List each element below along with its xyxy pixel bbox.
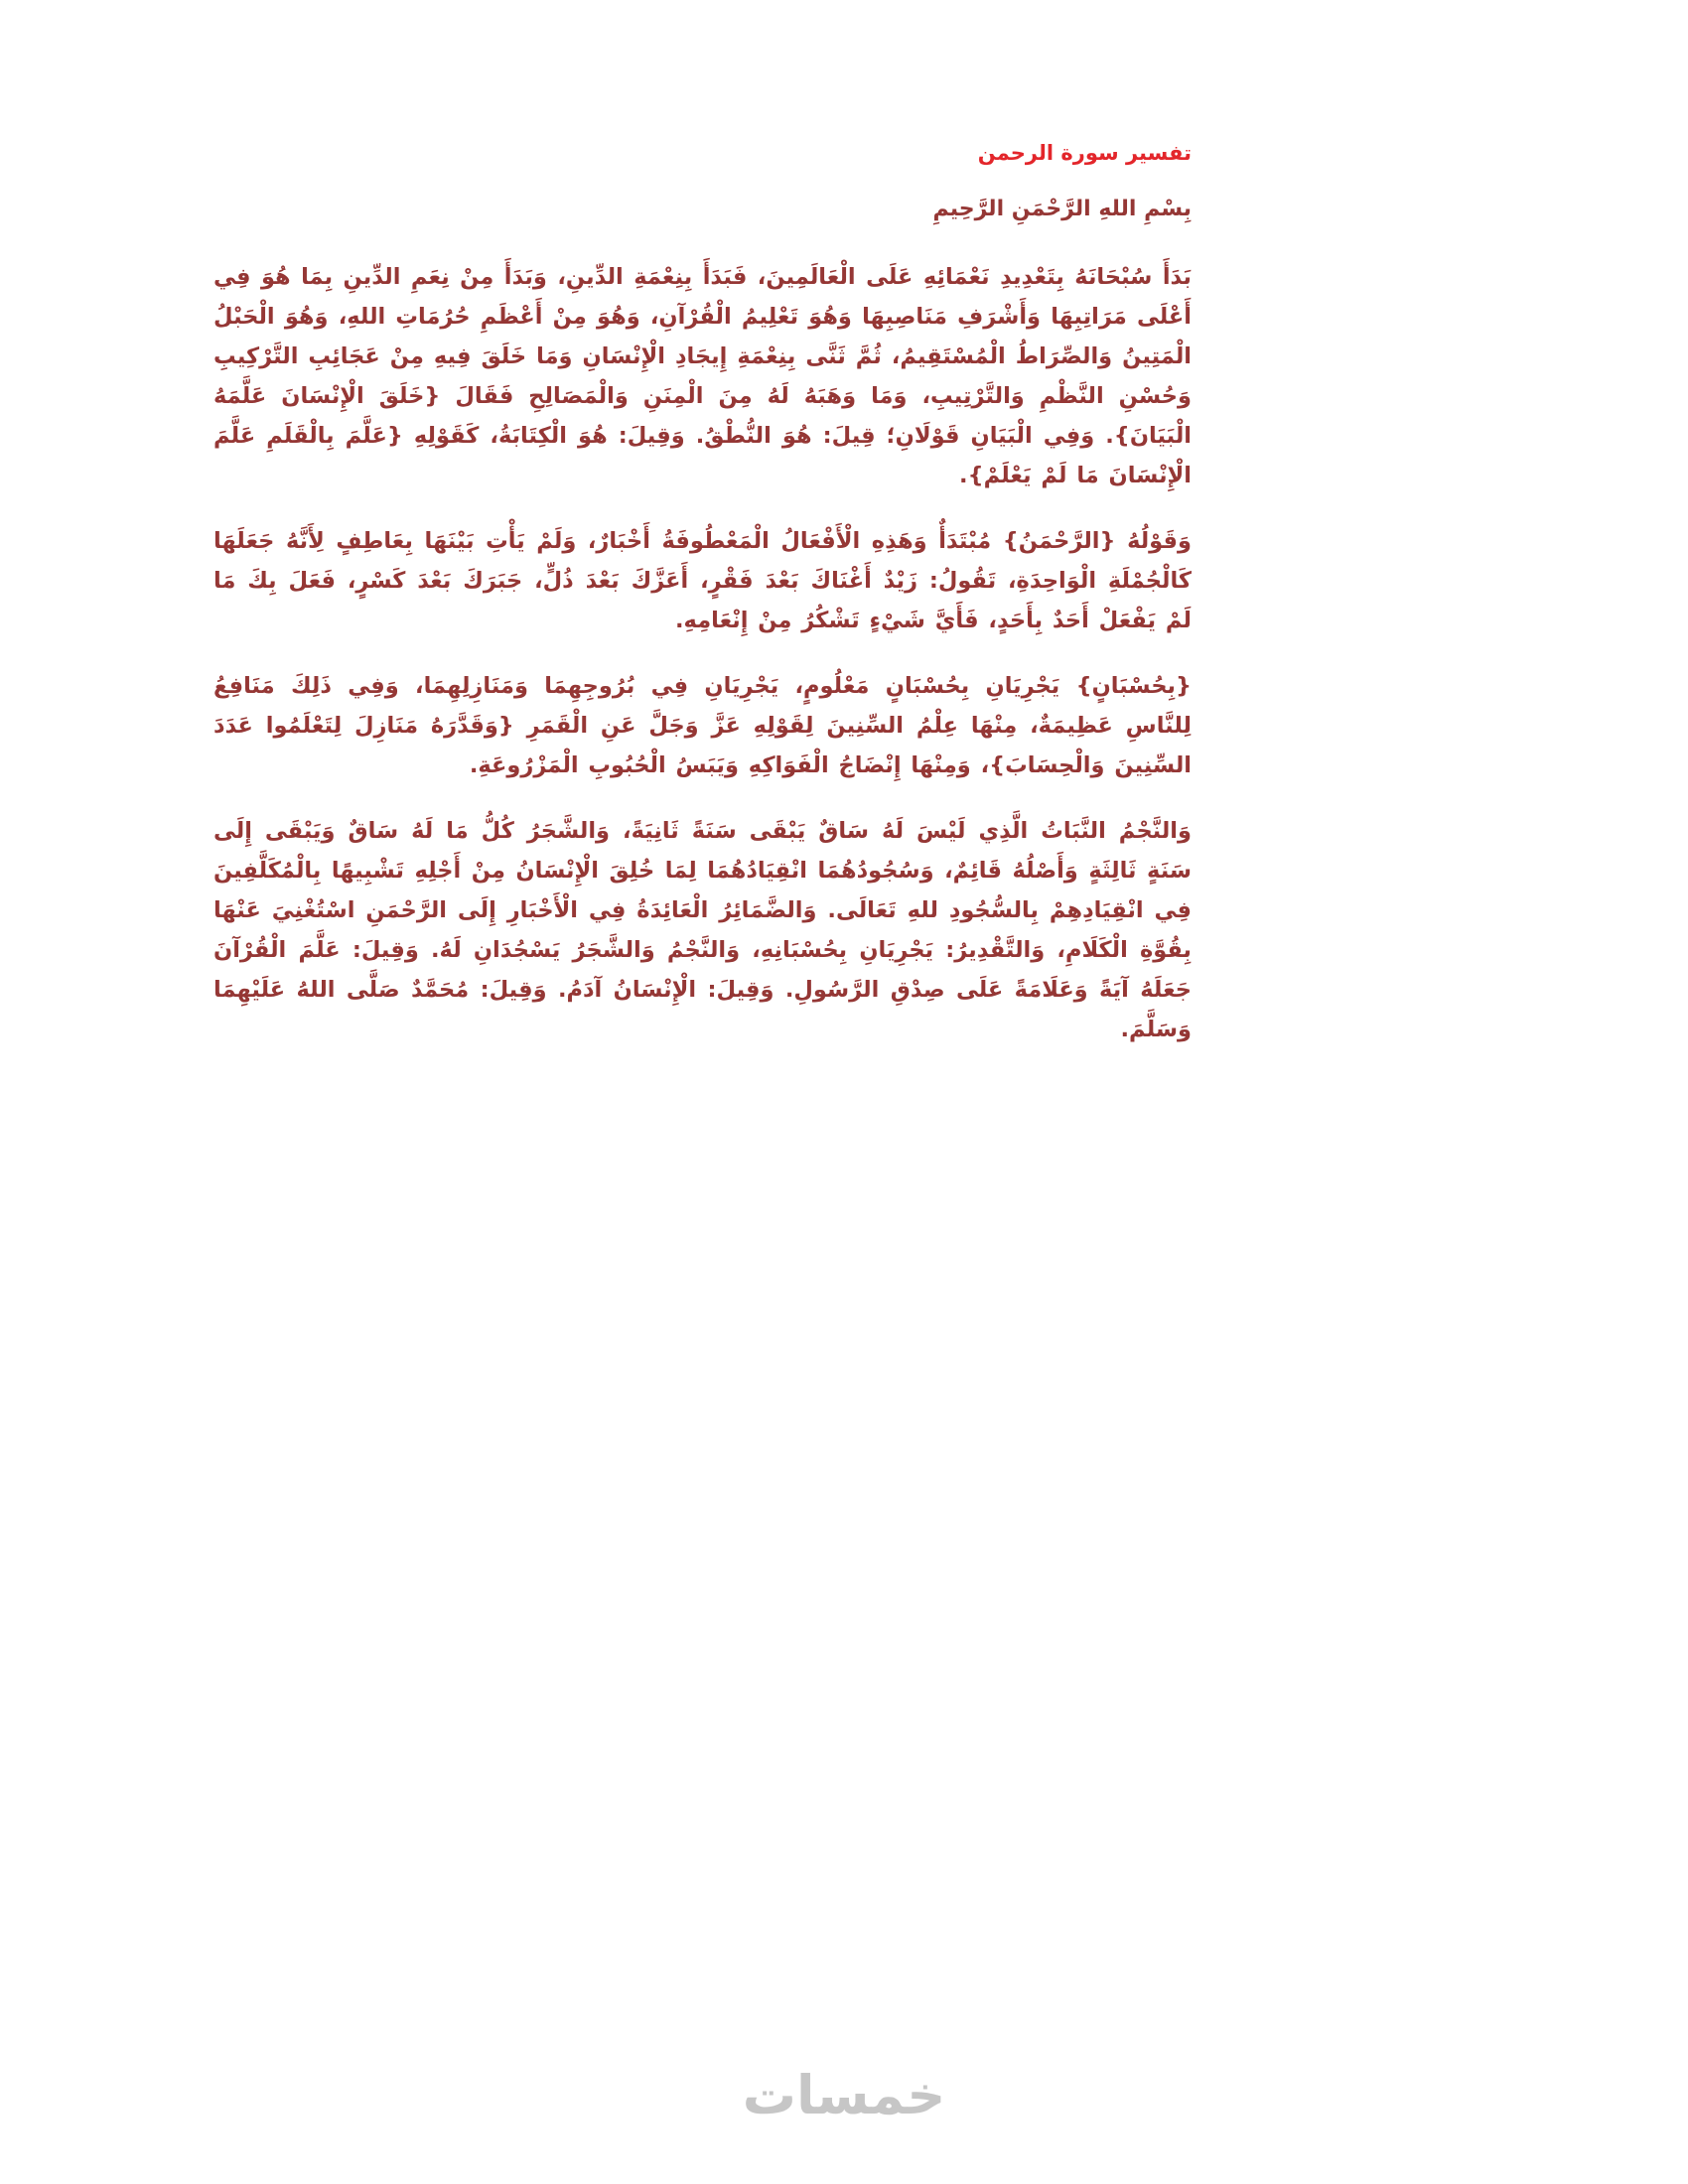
paragraph-3: {بِحُسْبَانٍ} يَجْرِيَانِ بِحُسْبَانٍ مَعْلُومٍ، يَجْرِيَانِ فِي بُرُوجِهِمَا وَمَنَازِلِهِمَا، وَفِي ذَلِكَ مَنَافِعُ لِلنَّاسِ عَظِيمَةٌ، مِنْهَا عِلْمُ السِّنِينَ لِقَوْلِهِ عَزَّ وَجَلَّ عَنِ الْقَمَرِ {وَقَدَّرَهُ مَنَازِلَ لِتَعْلَمُوا عَدَدَ السِّنِينَ وَالْحِسَابَ}، وَمِنْهَا إِنْضَاجُ الْفَوَاكِهِ وَيَبَسُ الْحُبُوبِ الْمَزْرُوعَةِ. xyxy=(213,673,1192,778)
paragraph-4: وَالنَّجْمُ النَّبَاتُ الَّذِي لَيْسَ لَهُ سَاقٌ يَبْقَى سَنَةً ثَانِيَةً، وَالشَّجَرُ كُلُّ مَا لَهُ سَاقٌ وَيَبْقَى إِلَى سَنَةٍ ثَالِثَةٍ وَأَصْلُهُ قَائِمٌ، وَسُجُودُهُمَا انْقِيَادُهُمَا لِمَا خُلِقَ الْإِنْسَانُ مِنْ أَجْلِهِ تَشْبِيهًا بِالْمُكَلَّفِينَ فِي انْقِيَادِهِمْ بِالسُّجُودِ للهِ تَعَالَى. وَالضَّمَائِرُ الْعَائِدَةُ فِي الْأَخْبَارِ إِلَى الرَّحْمَنِ اسْتُغْنِيَ عَنْهَا بِقُوَّةِ الْكَلَامِ، وَالتَّقْدِيرُ: يَجْرِيَانِ بِحُسْبَانِهِ، وَالنَّجْمُ وَالشَّجَرُ يَسْجُدَانِ لَهُ. وَقِيلَ: عَلَّمَ الْقُرْآنَ جَعَلَهُ آيَةً وَعَلَامَةً عَلَى صِدْقِ الرَّسُولِ. وَقِيلَ: الْإِنْسَانُ آدَمُ. وَقِيلَ: مُحَمَّدٌ صَلَّى اللهُ عَلَيْهِمَا وَسَلَّمَ. xyxy=(213,818,1192,1042)
basmala-line: بِسْمِ اللهِ الرَّحْمَنِ الرَّحِيمِ xyxy=(932,197,1192,221)
paragraph-1: بَدَأَ سُبْحَانَهُ بِتَعْدِيدِ نَعْمَائِهِ عَلَى الْعَالَمِينَ، فَبَدَأَ بِنِعْمَةِ الدِّينِ، وَبَدَأَ مِنْ نِعَمِ الدِّينِ بِمَا هُوَ فِي أَعْلَى مَرَاتِبِهَا وَأَشْرَفِ مَنَاصِبِهَا وَهُوَ تَعْلِيمُ الْقُرْآنِ، وَهُوَ مِنْ أَعْظَمِ حُرُمَاتِ اللهِ، وَهُوَ الْحَبْلُ الْمَتِينُ وَالصِّرَاطُ الْمُسْتَقِيمُ، ثُمَّ ثَنَّى بِنِعْمَةِ إِيجَادِ الْإِنْسَانِ وَمَا خَلَقَ فِيهِ مِنْ عَجَائِبِ التَّرْكِيبِ وَحُسْنِ النَّظْمِ وَالتَّرْتِيبِ، وَمَا وَهَبَهُ لَهُ مِنَ الْمِنَنِ وَالْمَصَالِحِ فَقَالَ {خَلَقَ الْإِنْسَانَ عَلَّمَهُ الْبَيَانَ}. وَفِي الْبَيَانِ قَوْلَانِ؛ قِيلَ: هُوَ النُّطْقُ. وَقِيلَ: هُوَ الْكِتَابَةُ، كَقَوْلِهِ {عَلَّمَ بِالْقَلَمِ عَلَّمَ الْإِنْسَانَ مَا لَمْ يَعْلَمْ}. xyxy=(213,264,1192,488)
document-content xyxy=(213,141,1192,1075)
document-title: تفسير سورة الرحمن xyxy=(977,141,1192,165)
paragraph-2: وَقَوْلُهُ {الرَّحْمَنُ} مُبْتَدَأٌ وَهَذِهِ الْأَفْعَالُ الْمَعْطُوفَةُ أَخْبَارٌ، وَلَمْ يَأْتِ بَيْنَهَا بِعَاطِفٍ لِأَنَّهُ جَعَلَهَا كَالْجُمْلَةِ الْوَاحِدَةِ، تَقُولُ: زَيْدٌ أَغْنَاكَ بَعْدَ فَقْرٍ، أَعَزَّكَ بَعْدَ ذُلٍّ، جَبَرَكَ بَعْدَ كَسْرٍ، فَعَلَ بِكَ مَا لَمْ يَفْعَلْ أَحَدٌ بِأَحَدٍ، فَأَيَّ شَيْءٍ تَشْكُرُ مِنْ إِنْعَامِهِ. xyxy=(213,528,1192,633)
khamsat-watermark: خمسات xyxy=(742,2064,946,2126)
